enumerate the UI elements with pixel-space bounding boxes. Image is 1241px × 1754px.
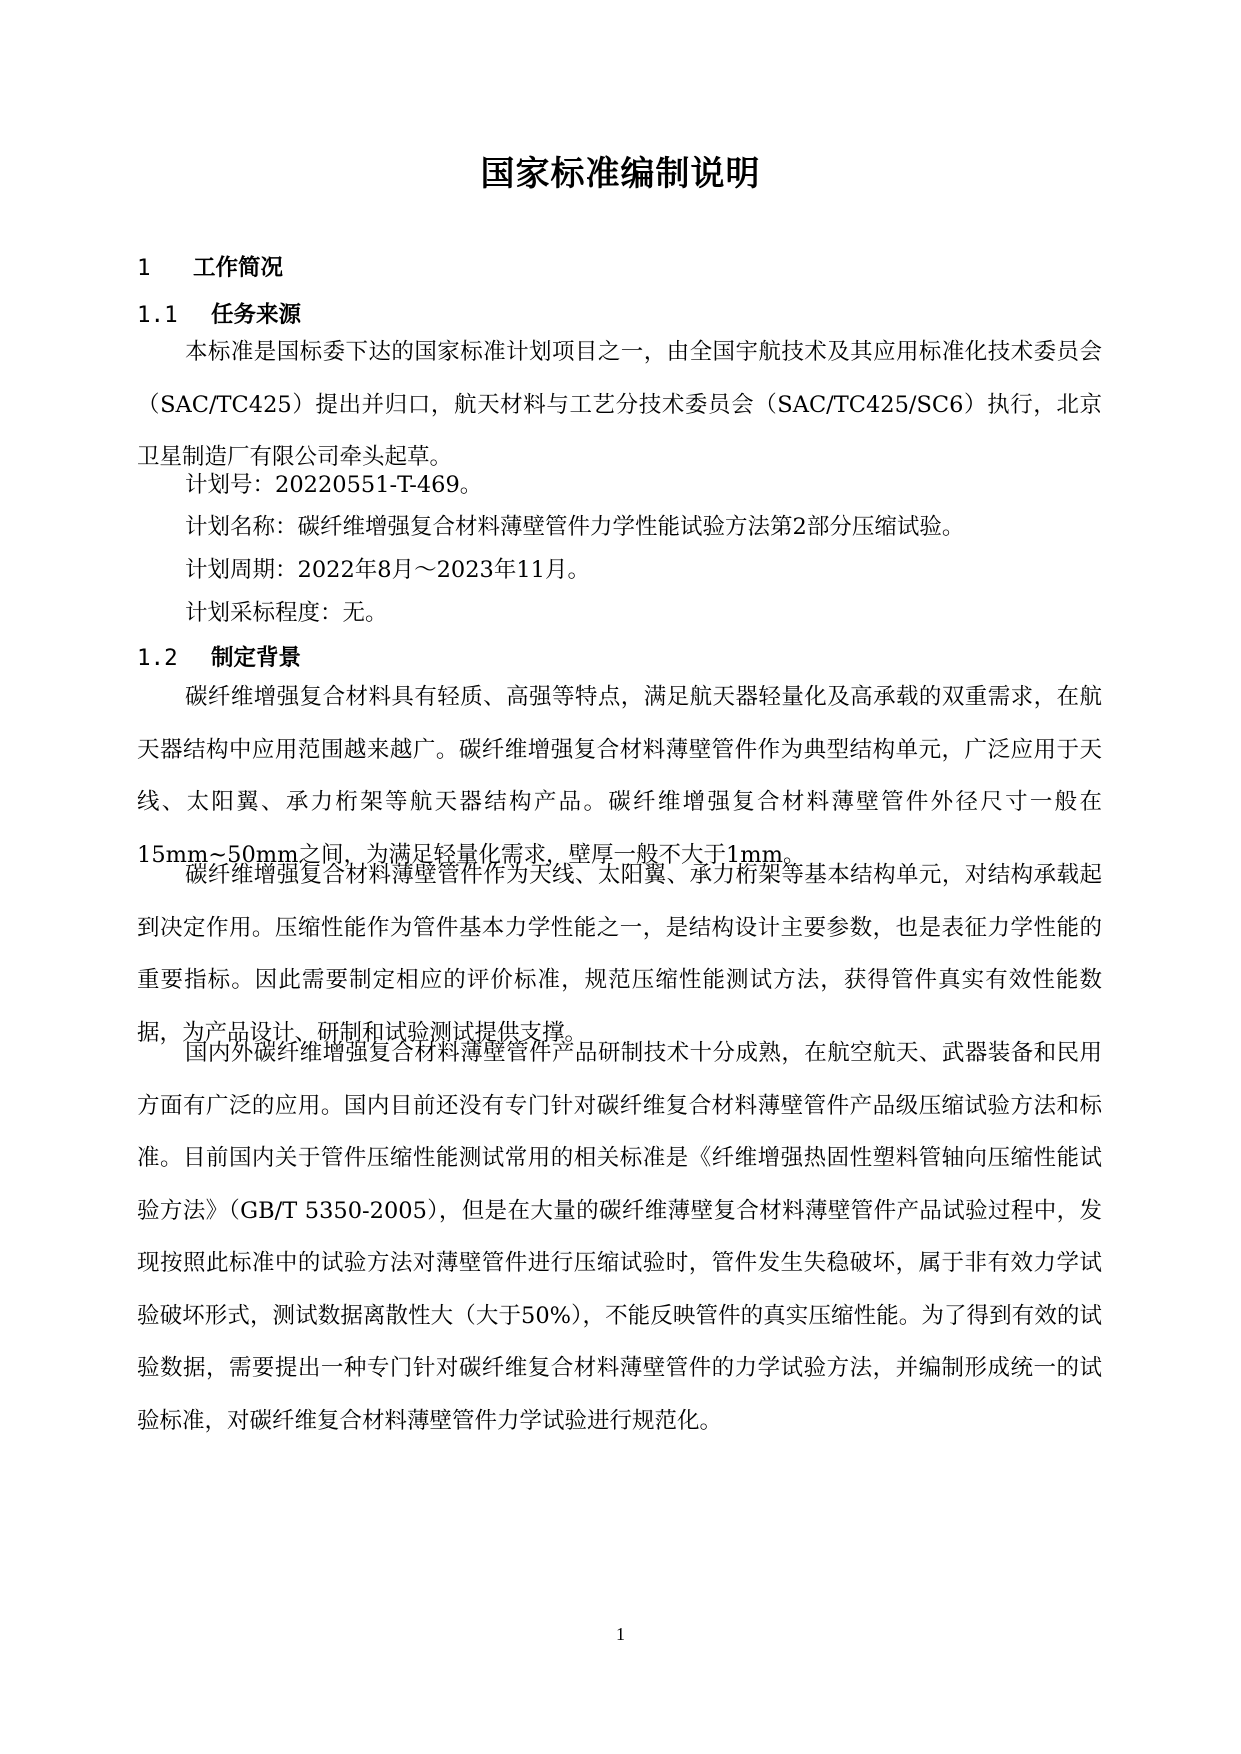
section-title: 工作简况 <box>193 255 284 281</box>
section-number: 1.1 <box>137 302 178 328</box>
background-paragraph-1: 碳纤维增强复合材料具有轻质、高强等特点，满足航天器轻量化及高承载的双重需求，在航天器结构中应用范围越来越广。碳纤维增强复合材料薄壁管件作为典型结构单元，广泛应用于天线、太阳翼、承力桁架等航天器结构产品。碳纤维增强复合材料薄壁管件外径尺寸一般在15mm~50mm之间，为满足轻量化需求，壁厚一般不大于1mm。 <box>137 684 1102 868</box>
background-paragraph-3: 国内外碳纤维增强复合材料薄壁管件产品研制技术十分成熟，在航空航天、武器装备和民用方面有广泛的应用。国内目前还没有专门针对碳纤维复合材料薄壁管件产品级压缩试验方法和标准。目前国内关于管件压缩性能测试常用的相关标准是《纤维增强热固性塑料管轴向压缩性能试验方法》（GB/T 5350-2005），但是在大量的碳纤维薄壁复合材料薄壁管件产品试验过程中，发现按照此标准中的试验方法对薄壁管件进行压缩试验时，管件发生失稳破坏，属于非有效力学试验破坏形式，测试数据离散性大（大于50%），不能反映管件的真实压缩性能。为了得到有效的试验数据，需要提出一种专门针对碳纤维复合材料薄壁管件的力学试验方法，并编制形成统一的试验标准，对碳纤维复合材料薄壁管件力学试验进行规范化。 <box>137 1040 1102 1434</box>
plan-name: 计划名称：碳纤维增强复合材料薄壁管件力学性能试验方法第2部分压缩试验。 <box>185 514 965 540</box>
section-number: 1.2 <box>137 645 178 671</box>
background-paragraph-2: 碳纤维增强复合材料薄壁管件作为天线、太阳翼、承力桁架等基本结构单元，对结构承载起到决定作用。压缩性能作为管件基本力学性能之一，是结构设计主要参数，也是表征力学性能的重要指标。因此需要制定相应的评价标准，规范压缩性能测试方法，获得管件真实有效性能数据，为产品设计、研制和试验测试提供支撑。 <box>137 862 1102 1046</box>
plan-period: 计划周期：2022年8月～2023年11月。 <box>185 557 590 583</box>
plan-number: 计划号：20220551-T-469。 <box>185 472 483 498</box>
adoption-level: 计划采标程度：无。 <box>185 600 388 626</box>
page-number: 1 <box>616 1624 625 1644</box>
task-source-paragraph: 本标准是国标委下达的国家标准计划项目之一，由全国宇航技术及其应用标准化技术委员会（SAC/TC425）提出并归口，航天材料与工艺分技术委员会（SAC/TC425/SC6）执行，北京卫星制造厂有限公司牵头起草。 <box>137 339 1102 470</box>
document-title: 国家标准编制说明 <box>480 154 761 194</box>
section-title: 任务来源 <box>211 302 302 328</box>
section-heading-1 <box>137 251 283 285</box>
section-heading-1-2 <box>137 641 301 675</box>
section-number: 1 <box>137 255 151 281</box>
section-title: 制定背景 <box>211 645 302 671</box>
